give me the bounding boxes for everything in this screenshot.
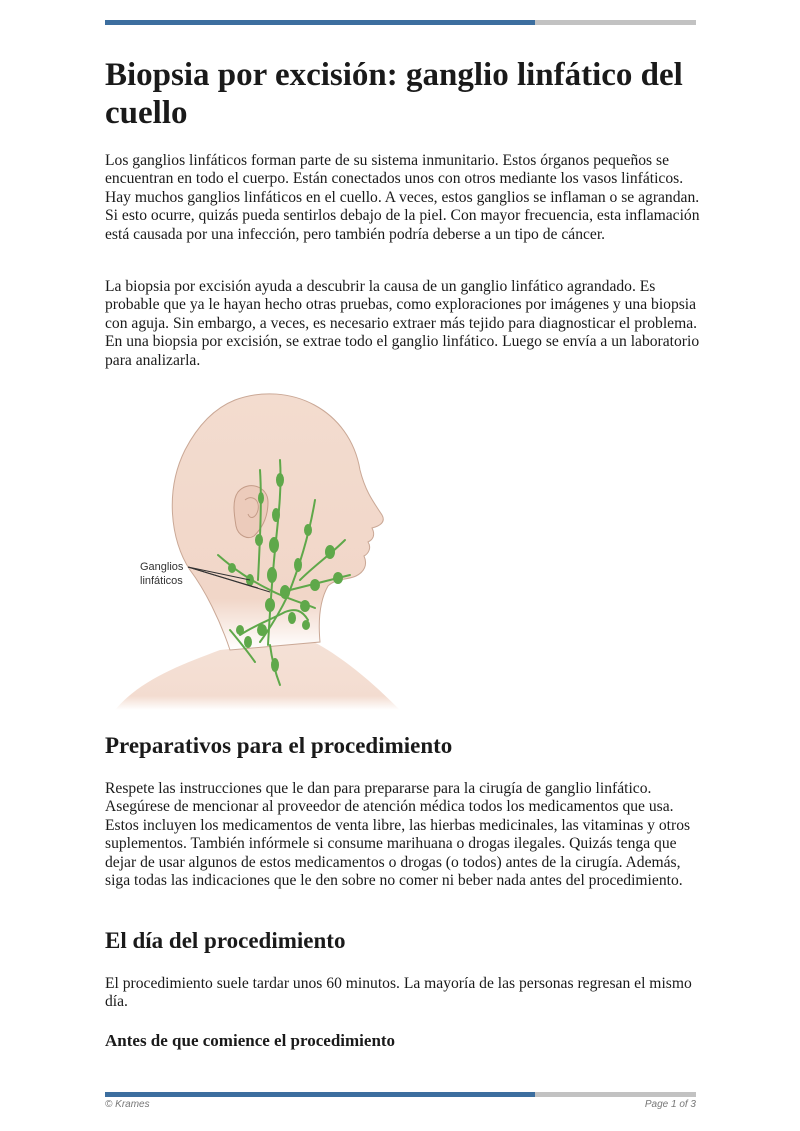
top-rule: [105, 20, 696, 25]
biopsy-paragraph: La biopsia por excisión ayuda a descubrir la causa de un ganglio linfático agrandado. Es probable que ya le hayan hecho otras pruebas, como exploraciones por imágenes y una biopsia con aguja. Sin embargo, a veces, es necesario extraer más tejido para diagnosticar el problema. En una biopsia por excisión, se extrae todo el ganglio linfático. Luego se envía a un laboratorio para analizarla.: [105, 278, 700, 369]
before-procedure-heading: Antes de que comience el procedimiento: [105, 1031, 396, 1050]
prep-heading: Preparativos para el procedimiento: [105, 733, 453, 758]
page-number: Page 1 of 3: [644, 1099, 696, 1110]
page-title: Biopsia por excisión: ganglio linfático del cuello: [105, 57, 683, 131]
label-line-1: Ganglios: [140, 561, 184, 573]
bottom-rule-accent: [105, 1092, 535, 1097]
top-rule-accent: [105, 20, 535, 25]
procedure-day-heading: El día del procedimiento: [105, 928, 346, 953]
lymph-nodes-label: [140, 560, 183, 588]
bottom-rule-track: [535, 1092, 696, 1097]
lymph-node-illustration: [110, 380, 410, 715]
intro-paragraph: Los ganglios linfáticos forman parte de su sistema inmunitario. Estos órganos pequeños se encuentran en todo el cuerpo. Están conectados unos con otros mediante los vasos linfáticos. Hay muchos ganglios linfáticos en el cuello. A veces, estos ganglios se inflaman o se agrandan. Si esto ocurre, quizás pueda sentirlos debajo de la piel. Con mayor frecuencia, esta inflamación está causada por una infección, pero también podría deberse a un tipo de cáncer.: [105, 152, 700, 243]
head-neck-drawing: [110, 380, 410, 715]
bottom-rule: [105, 1092, 696, 1097]
prep-paragraph: Respete las instrucciones que le dan para prepararse para la cirugía de ganglio linfático. Asegúrese de mencionar al proveedor de atención médica todos los medicamentos que usa. Estos incluyen los medicamentos de venta libre, las hierbas medicinales, las vitaminas y otros suplementos. También infórmele si consume marihuana o drogas ilegales. Quizás tenga que dejar de usar algunos de estos medicamentos o drogas (o todos) antes de la cirugía. Además, siga todas las indicaciones que le den sobre no comer ni beber nada antes del procedimiento.: [105, 780, 691, 890]
label-line-2: linfáticos: [140, 575, 183, 587]
copyright: © Krames: [105, 1099, 150, 1110]
procedure-day-paragraph: El procedimiento suele tardar unos 60 minutos. La mayoría de las personas regresan el mismo día.: [105, 975, 692, 1011]
shoulder-shape: [115, 640, 400, 710]
top-rule-track: [535, 20, 696, 25]
